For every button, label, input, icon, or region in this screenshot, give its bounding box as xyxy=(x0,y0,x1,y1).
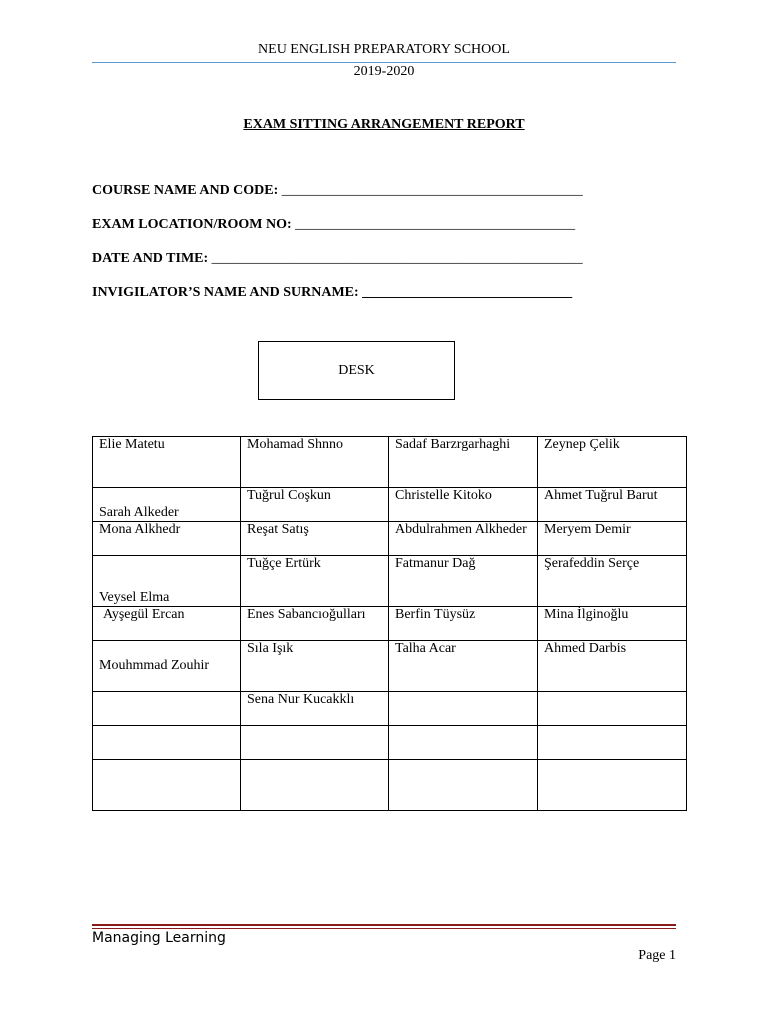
invigilator-field xyxy=(92,285,572,301)
table-cell: Elie Matetu xyxy=(93,437,241,488)
table-cell xyxy=(389,692,538,726)
table-cell xyxy=(241,760,389,811)
table-cell: Abdulrahmen Alkheder xyxy=(389,522,538,556)
table-cell: Enes Sabancıoğulları xyxy=(241,607,389,641)
course-label: COURSE NAME AND CODE: xyxy=(92,183,279,198)
footer-divider-thin xyxy=(92,928,676,929)
table-cell: Sena Nur Kucakklı xyxy=(241,692,389,726)
table-cell: Meryem Demir xyxy=(538,522,687,556)
date-blank: _____________________________________________________ xyxy=(208,251,583,266)
table-row xyxy=(93,522,687,556)
course-blank: ___________________________________________ xyxy=(278,183,583,198)
table-cell: Ahmet Tuğrul Barut xyxy=(538,488,687,522)
location-field xyxy=(92,217,575,233)
table-row xyxy=(93,692,687,726)
table-cell xyxy=(93,726,241,760)
location-blank: ________________________________________ xyxy=(291,217,576,232)
table-cell: Tuğçe Ertürk xyxy=(241,556,389,607)
table-cell: Christelle Kitoko xyxy=(389,488,538,522)
table-cell xyxy=(389,760,538,811)
table-cell: Ayşegül Ercan xyxy=(93,607,241,641)
table-row xyxy=(93,556,687,607)
table-cell: Reşat Satış xyxy=(241,522,389,556)
table-cell: Sadaf Barzrgarhaghi xyxy=(389,437,538,488)
invigilator-label: INVIGILATOR’S NAME AND SURNAME: xyxy=(92,285,359,300)
table-cell: Fatmanur Dağ xyxy=(389,556,538,607)
table-cell: Mina İlginoğlu xyxy=(538,607,687,641)
academic-year: 2019-2020 xyxy=(353,64,415,79)
table-row xyxy=(93,488,687,522)
table-cell: Veysel Elma xyxy=(93,556,241,607)
table-row xyxy=(93,641,687,692)
table-cell xyxy=(389,726,538,760)
school-name: NEU ENGLISH PREPARATORY SCHOOL xyxy=(258,42,510,57)
table-cell: Mohamad Shnno xyxy=(241,437,389,488)
table-cell xyxy=(241,726,389,760)
header-divider xyxy=(92,62,676,63)
table-cell xyxy=(93,692,241,726)
table-cell xyxy=(538,760,687,811)
table-row xyxy=(93,437,687,488)
seating-table xyxy=(92,436,687,811)
table-cell: Sıla Işık xyxy=(241,641,389,692)
table-cell: Berfin Tüysüz xyxy=(389,607,538,641)
page-number: Page 1 xyxy=(638,948,676,963)
table-cell: Mouhmmad Zouhir xyxy=(93,641,241,692)
table-cell xyxy=(538,692,687,726)
table-cell: Şerafeddin Serçe xyxy=(538,556,687,607)
footer-divider xyxy=(92,924,676,926)
table-cell: Talha Acar xyxy=(389,641,538,692)
desk-label: DESK xyxy=(338,362,375,378)
course-field xyxy=(92,183,583,199)
table-cell: Zeynep Çelik xyxy=(538,437,687,488)
footer-text: Managing Learning xyxy=(92,930,226,946)
table-row xyxy=(93,726,687,760)
invigilator-blank: ______________________________ xyxy=(358,285,573,300)
table-row xyxy=(93,607,687,641)
location-label: EXAM LOCATION/ROOM NO: xyxy=(92,217,292,232)
table-row xyxy=(93,760,687,811)
table-cell: Ahmed Darbis xyxy=(538,641,687,692)
table-cell: Mona Alkhedr xyxy=(93,522,241,556)
report-title: EXAM SITTING ARRANGEMENT REPORT xyxy=(243,117,525,132)
table-cell xyxy=(538,726,687,760)
date-field xyxy=(92,251,583,267)
date-label: DATE AND TIME: xyxy=(92,251,209,266)
table-cell xyxy=(93,760,241,811)
desk-box xyxy=(258,341,455,400)
table-cell: Sarah Alkeder xyxy=(93,488,241,522)
table-cell: Tuğrul Coşkun xyxy=(241,488,389,522)
